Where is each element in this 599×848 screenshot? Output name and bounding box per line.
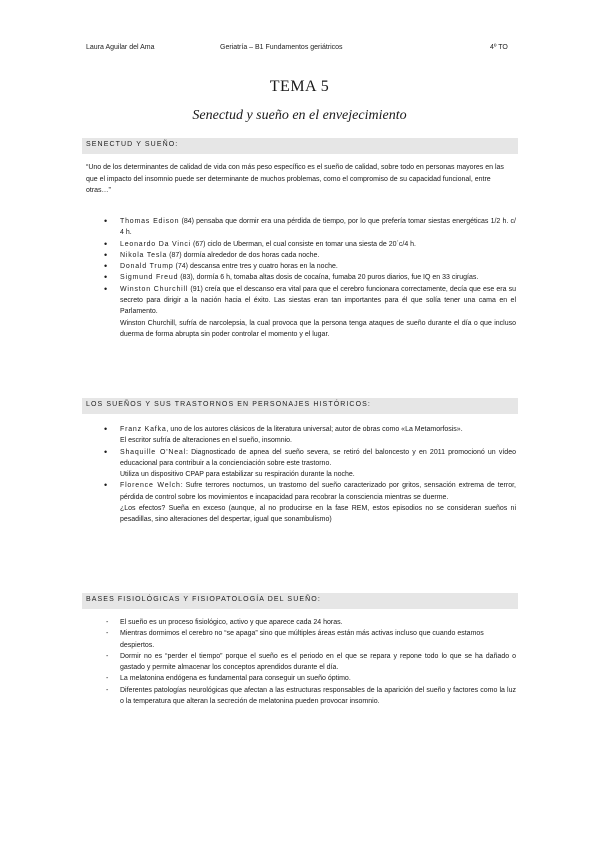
list-item: • Donald Trump (74) descansa entre tres y cuatro horas en la noche. bbox=[104, 261, 516, 272]
quote-paragraph: “Uno de los determinantes de calidad de vida con más peso específico es el sueño de calidad, sobre todo en personas mayores en las que el impacto del insomnio puede ser determinante de muchos problemas, como el compromiso de su capacidad funcional, entre otras…” bbox=[86, 164, 504, 194]
header-year: 4º TO bbox=[490, 44, 508, 51]
list-item: • Nikola Tesla (87) dormía alrededor de dos horas cada noche. bbox=[104, 250, 516, 261]
list-item: • Winston Churchill (91) creía que el descanso era vital para que el cerebro funcionara correctamente, decía que ese era su secreto para dirigir a la nación hacia el éxito. Las siestas eran tan importantes para él que solía tener una cama en el Parlamento. Winston Churchill, sufría de narcolepsia, la cual provoca que la persona tenga ataques de sueño durante el día o que incluso duerma de forma abrupta sin poder controlar el momento y el lugar. bbox=[104, 284, 516, 340]
header-course: Geriatría – B1 Fundamentos geriátricos bbox=[220, 44, 343, 51]
list-item: - Mientras dormimos el cerebro no “se apaga” sino que múltiples áreas están más activas incluso que cuando estamos despiertos. bbox=[104, 628, 516, 651]
list-item: - El sueño es un proceso fisiológico, activo y que aparece cada 24 horas. bbox=[104, 617, 516, 628]
list-item: • Thomas Edison (84) pensaba que dormir era una pérdida de tiempo, por lo que prefería tomar siestas energéticas 1/2 h. c/ 4 h. bbox=[104, 216, 516, 239]
list-item: - La melatonina endógena es fundamental para conseguir un sueño óptimo. bbox=[104, 673, 516, 684]
historical-figures-list bbox=[104, 424, 516, 526]
list-item: - Diferentes patologías neurológicas que afectan a las estructuras responsables de la aparición del sueño y factores como la luz o la temperatura que alteran la secreción de melatonina pueden provocar insomnio. bbox=[104, 685, 516, 708]
header-author: Laura Aguilar del Ama bbox=[86, 44, 155, 51]
section-heading-bases: BASES FISIOLÓGICAS Y FISIOPATOLOGÍA DEL SUEÑO: bbox=[82, 593, 518, 609]
page-subtitle: Senectud y sueño en el envejecimiento bbox=[192, 108, 407, 123]
list-item: • Sigmund Freud (83), dormía 6 h, tomaba altas dosis de cocaína, fumaba 20 puros diarios, fue IQ en 33 cirugías. bbox=[104, 272, 516, 283]
list-item: • Leonardo Da Vinci (67) ciclo de Uberman, el cual consiste en tomar una siesta de 20´c/4 h. bbox=[104, 239, 516, 250]
page-title: TEMA 5 bbox=[269, 78, 330, 95]
list-item: • Franz Kafka, uno de los autores clásicos de la literatura universal; autor de obras como «La Metamorfosis». El escritor sufría de alteraciones en el sueño, insomnio. bbox=[104, 424, 516, 447]
famous-sleepers-list bbox=[104, 216, 516, 340]
list-item: - Dormir no es “perder el tiempo” porque el sueño es el periodo en el que se repara y repone todo lo que se ha dañado o gastado y permite almacenar los conceptos aprendidos durante el día. bbox=[104, 651, 516, 674]
list-item: • Shaquille O'Neal: Diagnosticado de apnea del sueño severa, se retiró del baloncesto y en 2011 promocionó un vídeo educacional para contribuir a la concienciación sobre este trastorno. Utiliza un dispositivo CPAP para estabilizar su respiración durante la noche. bbox=[104, 447, 516, 481]
section-heading-senectud: SENECTUD Y SUEÑO: bbox=[82, 138, 518, 154]
physiology-list bbox=[104, 617, 516, 707]
list-item: • Florence Welch: Sufre terrores nocturnos, un trastorno del sueño caracterizado por gritos, sensación extrema de terror, pérdida de control sobre los movimientos e incapacidad para recobrar la consciencia mientras se duerme. ¿Los efectos? Sueña en exceso (aunque, al no producirse en la fase REM, estos episodios no se consideran sueños ni pesadillas, sino alteraciones del despertar, igual que sonambulismo) bbox=[104, 480, 516, 525]
section-heading-trastornos: LOS SUEÑOS Y SUS TRASTORNOS EN PERSONAJES HISTÓRICOS: bbox=[82, 398, 518, 414]
